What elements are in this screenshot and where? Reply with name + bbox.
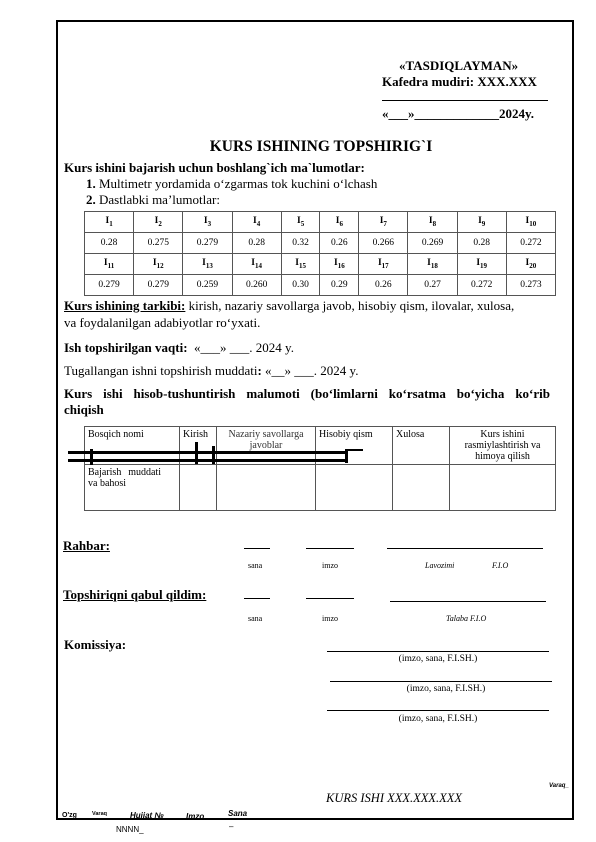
measurement-header-cell: $I_{17}$ [359,254,408,275]
measurement-header-row [85,212,556,233]
supervisor-label: Rahbar: [63,538,110,553]
schedule-row-label: Bajarish muddati va bahosi [85,465,180,511]
measurement-header-cell: $I_{16}$ [320,254,359,275]
footer-varaq: Varaq [92,811,107,817]
measurement-value-cell: 0.273 [506,275,555,296]
measurement-header-cell: $I_{20}$ [506,254,555,275]
measurement-header-cell: $I_{13}$ [183,254,232,275]
measurement-value-cell: 0.29 [320,275,359,296]
schedule-row [85,465,556,511]
measurement-value-cell: 0.26 [320,233,359,254]
schedule-cell [450,465,556,511]
schedule-cell [180,465,217,511]
supervisor-date-caption: sana [248,561,263,570]
commission-caption-2: (imzo, sana, F.I.SH.) [406,684,486,694]
accepted-signature-line [306,598,354,599]
deadline-line: Tugallangan ishni topshirish muddati: «__» ___. 2024 y. [64,363,359,378]
footer-doc-code: KURS ISHI XXX.XXX.XXX [326,791,463,805]
schedule-col-stage: Bosqich nomi [85,427,180,465]
schedule-col-intro: Kirish [180,427,217,465]
measurement-header-cell: $I_{10}$ [506,212,555,233]
approval-header: «TASDIQLAYMAN» [399,58,519,73]
measurement-header-cell: $I_3$ [183,212,232,233]
measurement-header-cell: $I_5$ [281,212,320,233]
initial-data-item-1: 1. Multimetr yordamida o‘zgarmas tok kuchini o‘lchash [86,176,378,191]
measurement-header-cell: $I_2$ [134,212,183,233]
measurement-value-cell: 0.26 [359,275,408,296]
measurement-header-row [85,254,556,275]
measurement-value-cell: 0.259 [183,275,232,296]
footer-dash: – [229,822,234,831]
schedule-cell [316,465,393,511]
approval-head: Kafedra mudiri: XXX.XXX [382,74,537,89]
footer-sana: Sana [228,809,248,818]
supervisor-signature-caption: imzo [322,561,338,570]
measurement-value-cell: 0.275 [134,233,183,254]
supervisor-date-line [244,548,270,549]
page-title: KURS ISHINING TOPSHIRIG`I [209,138,433,155]
schedule-table [84,426,556,511]
measurement-value-cell: 0.279 [134,275,183,296]
accepted-date-caption: sana [248,614,263,623]
measurement-header-cell: $I_1$ [85,212,134,233]
accepted-name-line [390,601,546,602]
measurement-header-cell: $I_4$ [232,212,281,233]
measurement-value-row [85,275,556,296]
measurement-value-cell: 0.32 [281,233,320,254]
measurement-header-cell: $I_7$ [359,212,408,233]
commission-line-2 [330,681,552,682]
accepted-signature-caption: imzo [322,614,338,623]
commission-line-1 [327,651,549,652]
measurement-header-cell: $I_{15}$ [281,254,320,275]
measurement-header-cell: $I_{19}$ [457,254,506,275]
measurements-table [84,211,556,296]
approval-signature-line [382,100,548,101]
measurement-header-cell: $I_9$ [457,212,506,233]
measurement-header-cell: $I_{18}$ [408,254,457,275]
measurement-header-cell: $I_{14}$ [232,254,281,275]
measurement-value-row [85,233,556,254]
footer-imzo: Imzo [186,812,205,821]
schedule-heading-2: chiqish [64,402,104,417]
supervisor-signature-line [306,548,354,549]
footer-varaq-right: Varaq_ [549,783,569,789]
schedule-cell [217,465,316,511]
commission-caption-3: (imzo, sana, F.I.SH.) [398,714,478,724]
measurement-value-cell: 0.279 [183,233,232,254]
footer-nnnn: NNNN_ [116,825,144,834]
schedule-heading-1: Kurs ishi hisob-tushuntirish malumoti (bo‘limlarni ko‘rsatma bo‘yicha ko‘rib [64,386,550,401]
measurement-header-cell: $I_{11}$ [85,254,134,275]
issued-line: Ish topshirilgan vaqti: «___» ___. 2024 y. [64,340,294,355]
footer-ozg: O'zg [62,812,77,819]
measurement-value-cell: 0.269 [408,233,457,254]
content-line-1: Kurs ishining tarkibi: kirish, nazariy savollarga javob, hisobiy qism, ilovalar, xulosa, [64,298,515,313]
approval-date-line: «___»_____________2024y. [382,106,535,121]
accepted-date-line [244,598,270,599]
measurement-value-cell: 0.28 [457,233,506,254]
measurement-value-cell: 0.27 [408,275,457,296]
measurement-value-cell: 0.272 [506,233,555,254]
measurement-value-cell: 0.272 [457,275,506,296]
measurement-value-cell: 0.28 [232,233,281,254]
measurement-value-cell: 0.30 [281,275,320,296]
supervisor-position-caption: Lavozimi [425,561,455,570]
schedule-cell [393,465,450,511]
commission-line-3 [327,710,549,711]
content-line-2: va foydalanilgan adabiyotlar ro‘yxati. [64,315,261,330]
measurement-header-cell: $I_6$ [320,212,359,233]
initial-data-item-2: 2. Dastlabki ma’lumotlar: [86,192,220,207]
schedule-col-theory: Nazariy savollarga javoblar [217,427,316,465]
schedule-col-conclusion: Xulosa [393,427,450,465]
schedule-col-defense: Kurs ishini rasmiylashtirish va himoya qilish [450,427,556,465]
accepted-label: Topshiriqni qabul qildim: [63,587,207,602]
commission-label: Komissiya: [64,637,127,652]
schedule-col-calc: Hisobiy qism [316,427,393,465]
supervisor-fio-caption: F.I.O [492,561,509,570]
footer-hujjat: Hujjat № [130,811,164,820]
measurement-value-cell: 0.266 [359,233,408,254]
initial-data-heading: Kurs ishini bajarish uchun boshlang`ich ma`lumotlar: [64,160,365,175]
measurement-value-cell: 0.279 [85,275,134,296]
measurement-value-cell: 0.28 [85,233,134,254]
measurement-value-cell: 0.260 [232,275,281,296]
commission-caption-1: (imzo, sana, F.I.SH.) [398,654,478,664]
measurement-header-cell: $I_{12}$ [134,254,183,275]
measurement-header-cell: $I_8$ [408,212,457,233]
supervisor-name-line [387,548,543,549]
accepted-student-caption: Talaba F.I.O [446,614,487,623]
